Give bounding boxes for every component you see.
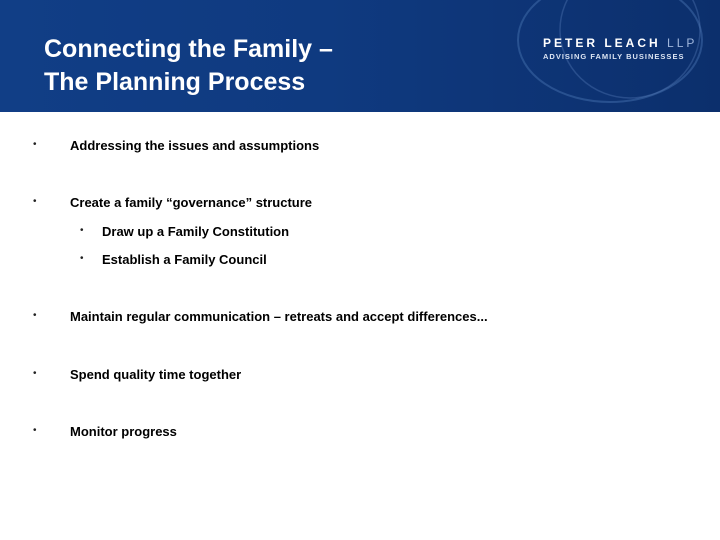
bullet-icon: • [33, 139, 37, 150]
company-logo [543, 36, 697, 61]
slide-title [44, 33, 333, 99]
logo-suffix: LLP [667, 36, 698, 50]
bullet-item: Maintain regular communication – retreats and accept differences... [70, 309, 488, 324]
bullet-icon: • [33, 425, 37, 436]
bullet-item: Addressing the issues and assumptions [70, 138, 320, 153]
sub-bullet-icon: • [80, 225, 84, 236]
header-banner [0, 0, 720, 112]
bullet-item: Monitor progress [70, 424, 177, 439]
bullet-icon: • [33, 196, 37, 207]
bullet-item: Create a family “governance” structure [70, 195, 313, 210]
logo-name-line [543, 36, 697, 50]
sub-bullet-item: Draw up a Family Constitution [102, 224, 290, 239]
sub-bullet-icon: • [80, 253, 84, 264]
logo-name: PETER LEACH [543, 36, 661, 50]
logo-tagline: ADVISING FAMILY BUSINESSES [543, 52, 685, 61]
sub-bullet-item: Establish a Family Council [102, 252, 267, 267]
bullet-icon: • [33, 310, 37, 321]
bullet-icon: • [33, 368, 37, 379]
title-line-2: The Planning Process [44, 68, 306, 96]
bullet-item: Spend quality time together [70, 367, 242, 382]
title-line-1: Connecting the Family – [44, 35, 333, 63]
